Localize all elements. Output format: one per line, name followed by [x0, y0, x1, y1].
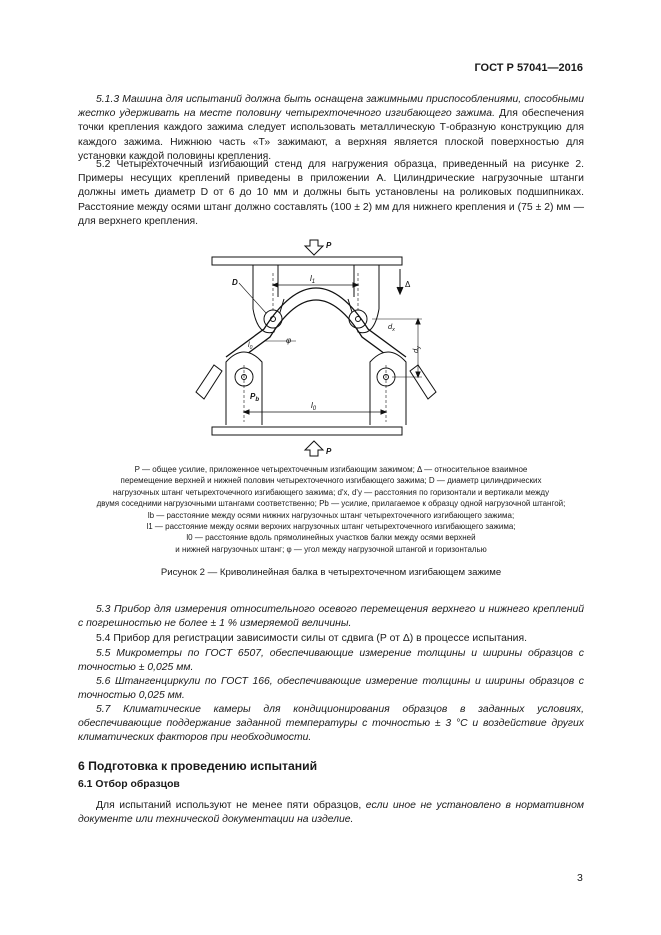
page-number: 3 [577, 872, 583, 884]
paragraph-5-5 [78, 647, 584, 675]
right-outer-block [410, 365, 436, 399]
label-l0-small: $l_0$ [248, 342, 253, 351]
label-l1: $l_1$ [310, 274, 316, 285]
paragraph-5-6 [78, 675, 584, 703]
label-pb: $P_b$ [250, 392, 260, 403]
label-p-top: P [326, 241, 332, 250]
upper-right-roller [349, 310, 367, 328]
figure-caption: Рисунок 2 — Криволинейная балка в четырехточечном изгибающем зажиме [160, 567, 502, 578]
top-load-arrow [305, 240, 323, 255]
paragraph-5-3-text: 5.3 Прибор для измерения относительного осевого перемещения верхнего и нижнего креплений с погрешностью не более ± 1 % измеряемой величины. [78, 604, 584, 630]
paragraph-6-1 [78, 799, 584, 827]
legend-line: P — общее усилие, приложенное четырехточечным изгибающим зажимом; Δ — относительное взаимное [134, 465, 528, 474]
upper-plate [212, 257, 402, 265]
legend-line: двумя соседними нагрузочными штангами соответственно; Pb — усилие, прилагаемое к образцу одной нагрузочной штангой; [96, 499, 566, 509]
lower-plate [212, 427, 402, 435]
paragraph-5-1-3 [78, 93, 584, 164]
legend-line: перемещение верхней и нижней половин четырехточечного изгибающего зажима; D — диаметр цилиндрических [120, 476, 542, 486]
section-6-heading: 6 Подготовка к проведению испытаний [78, 759, 318, 773]
left-outer-block [196, 365, 222, 399]
paragraph-6-1-italic: если иное не установлено в нормативном документе или технической документации на изделие. [78, 800, 584, 826]
legend-line: lb — расстояние между осями нижних нагрузочных штанг четырехточечного изгибающего зажима; [147, 510, 515, 520]
legend-line: и нижней нагрузочных штанг; φ — угол между нагрузочной штангой и горизонталью [175, 544, 487, 554]
paragraph-5-7-text: 5.7 Климатические камеры для кондиционирования образцов в заданных условиях, обеспечивающие поддержание заданной температуры с точностью ± 3 °С и воздействие других климатических факторов при необходимости. [78, 704, 584, 744]
figure-2-fixture-diagram [186, 237, 446, 459]
document-code: ГОСТ Р 57041—2016 [474, 62, 583, 74]
label-dy: $d_y$ [411, 346, 422, 353]
label-dx: $d_x$ [388, 322, 395, 333]
lower-right-support [370, 352, 406, 425]
section-6-1-heading: 6.1 Отбор образцов [78, 779, 180, 790]
label-delta: Δ [405, 280, 411, 289]
figure-legend [78, 464, 584, 555]
paragraph-5-4 [78, 632, 584, 646]
paragraph-5-3 [78, 603, 584, 631]
paragraph-5-6-text: 5.6 Штангенциркули по ГОСТ 166, обеспечивающие измерение толщины и ширины образцов с точностью 0,025 мм. [78, 676, 584, 702]
paragraph-5-1-3-rest: Для обеспечения точки крепления каждого зажима следует использовать металлическую Т-образную конструкцию для каждого зажима. Нижнюю часть «Т» зажимают, а верхняя является плоской поверхностью для установки каждой половины крепления. [78, 108, 584, 162]
paragraph-6-1-text: Для испытаний используют не менее пяти образцов, [96, 800, 362, 811]
label-l0: $l_0$ [311, 401, 317, 412]
paragraph-5-4-text: 5.4 Прибор для регистрации зависимости силы от сдвига (Р от Δ) в процессе испытания. [96, 633, 527, 644]
legend-line: нагрузочных штанг четырехточечного изгибающего зажима; d'x, d'y — расстояния по горизонтали и вертикали между [112, 487, 550, 497]
paragraph-5-5-text: 5.5 Микрометры по ГОСТ 6507, обеспечивающие измерение толщины и ширины образцов с точностью ± 0,025 мм. [78, 648, 584, 674]
legend-line: l0 — расстояние вдоль прямолинейных участков балки между осями верхней [186, 533, 476, 543]
paragraph-5-2-text: 5.2 Четырехточечный изгибающий стенд для нагружения образца, приведенный на рисунке 2. Примеры несущих креплений приведены в приложении А. Цилиндрические нагрузочные штанги должны иметь диаметр D от 6 до 10 мм и должны быть установлены на роликовых подшипниках. Расстояние между осями штанг должно составлять (100 ± 2) мм для нижнего крепления и (75 ± 2) мм — для верхнего крепления. [78, 159, 584, 227]
legend-line: l1 — расстояние между осями верхних нагрузочных штанг четырехточечного изгибающего зажима; [146, 522, 516, 532]
label-p-bottom: P [326, 447, 332, 456]
label-phi: φ [286, 336, 292, 345]
paragraph-5-7 [78, 703, 584, 746]
label-d: D [232, 278, 238, 287]
paragraph-5-2 [78, 158, 584, 229]
lower-left-support [226, 352, 262, 425]
paragraph-5-1-3-italic: 5.1.3 Машина для испытаний должна быть оснащена зажимными приспособлениями, способными жестко удерживать на месте половину четырехточечного изгибающего зажима. [78, 94, 584, 120]
bottom-load-arrow [305, 441, 323, 456]
